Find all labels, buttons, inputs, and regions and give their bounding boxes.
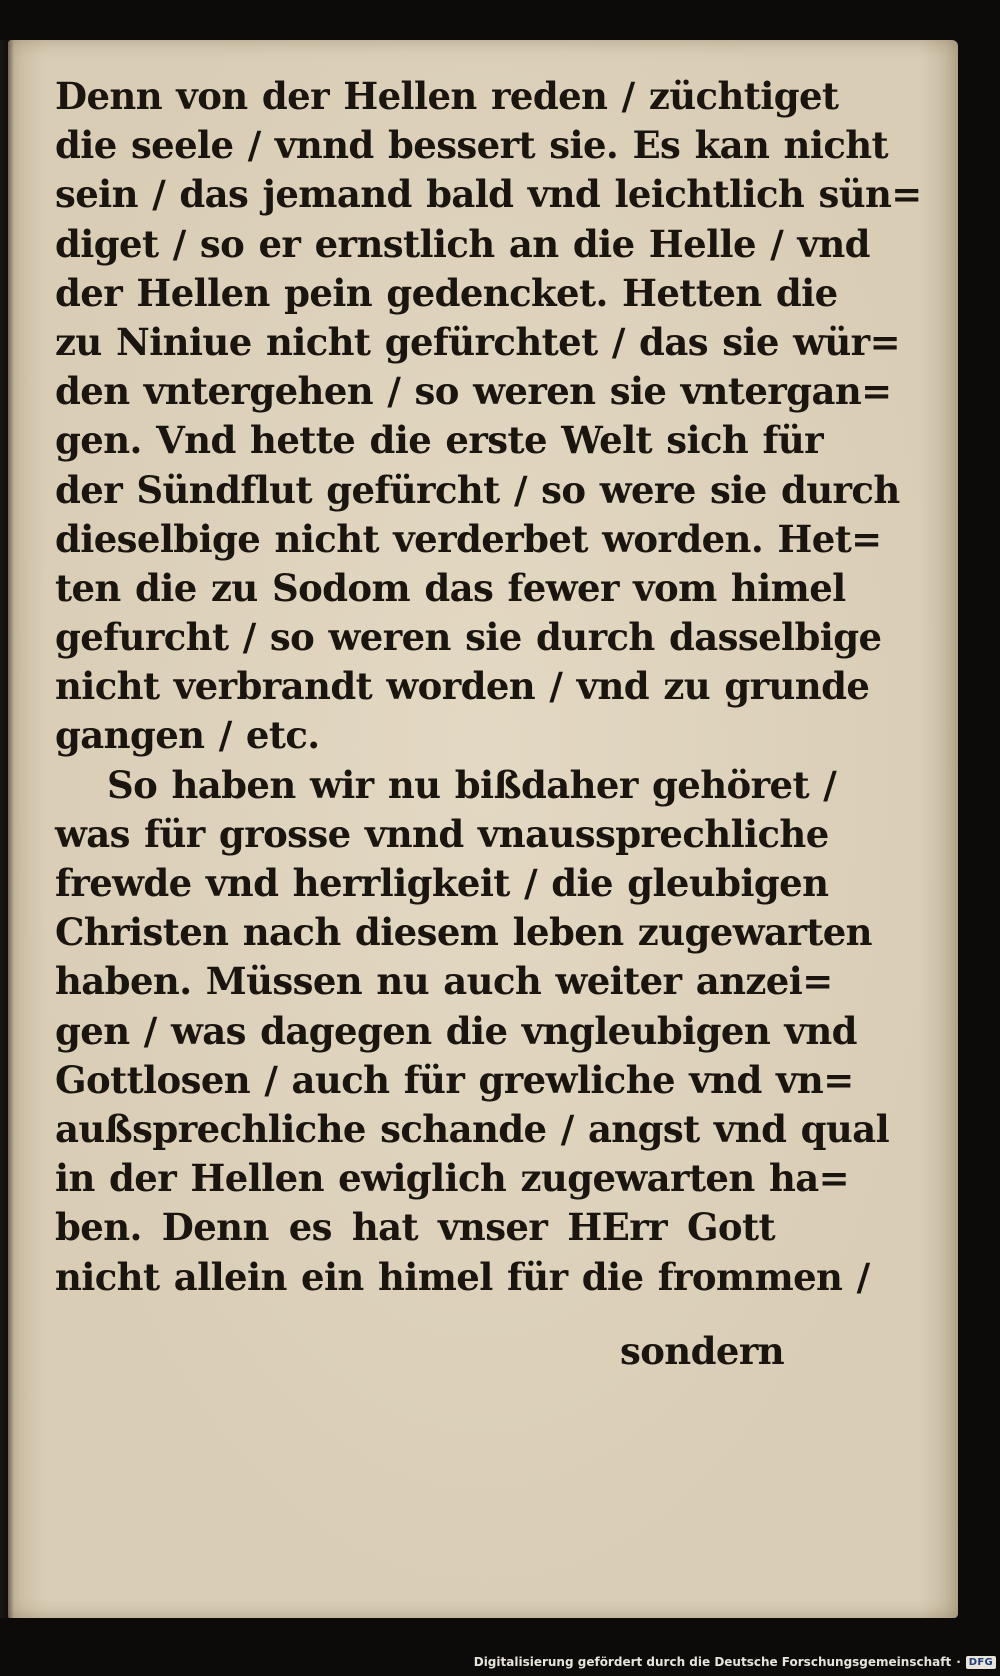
text-line: gefurcht / so weren sie durch dasselbige xyxy=(55,615,882,660)
spine-shadow xyxy=(0,40,14,1618)
text-line: ben. Denn es hat vnser HErr Gott xyxy=(55,1205,775,1250)
text-line: gangen / etc. xyxy=(55,713,320,758)
text-line: sein / das jemand bald vnd leichtlich sün= xyxy=(55,172,922,217)
text-line: was für grosse vnnd vnaussprechliche xyxy=(55,811,829,856)
text-line: Christen nach diesem leben zugewarten xyxy=(55,910,872,955)
text-line: der Sündflut gefürcht / so were sie durch xyxy=(55,467,900,512)
text-line: frewde vnd herrligkeit / die gleubigen xyxy=(55,861,829,905)
text-line: nicht verbrandt worden / vnd zu grunde xyxy=(55,664,870,709)
text-line: den vntergehen / so weren sie vntergan= xyxy=(55,369,892,414)
text-line: die seele / vnnd bessert sie. Es kan nicht xyxy=(55,123,889,168)
text-line: dieselbige nicht verderbet worden. Het= xyxy=(55,516,882,561)
dfg-logo: DFG xyxy=(966,1656,996,1669)
text-line: zu Niniue nicht gefürchtet / das sie wür= xyxy=(55,319,900,364)
text-line: diget / so er ernstlich an die Helle / vnd xyxy=(55,221,870,266)
text-line: gen / was dagegen die vngleubigen vnd xyxy=(55,1008,857,1053)
text-line: nicht allein ein himel für die frommen / xyxy=(55,1254,870,1299)
text-line: haben. Müssen nu auch weiter anzei= xyxy=(55,959,833,1004)
text-line: der Hellen pein gedencket. Hetten die xyxy=(55,270,838,315)
paragraph-start-line: So haben wir nu bißdaher gehöret / xyxy=(107,762,837,807)
page-text-block xyxy=(55,72,922,1302)
text-line: ten die zu Sodom das fewer vom himel xyxy=(55,565,846,610)
text-line: Denn von der Hellen reden / züchtiget xyxy=(55,74,839,118)
digitization-credit: Digitalisierung gefördert durch die Deutsche Forschungsgemeinschaft · DFG xyxy=(474,1652,996,1672)
catchword: sondern xyxy=(620,1329,785,1373)
credit-text: Digitalisierung gefördert durch die Deutsche Forschungsgemeinschaft xyxy=(473,1655,952,1669)
text-line: in der Hellen ewiglich zugewarten ha= xyxy=(55,1156,850,1201)
text-line: gen. Vnd hette die erste Welt sich für xyxy=(55,418,824,463)
text-line: außsprechliche schande / angst vnd qual xyxy=(55,1106,890,1151)
text-line: Gottlosen / auch für grewliche vnd vn= xyxy=(55,1057,854,1102)
